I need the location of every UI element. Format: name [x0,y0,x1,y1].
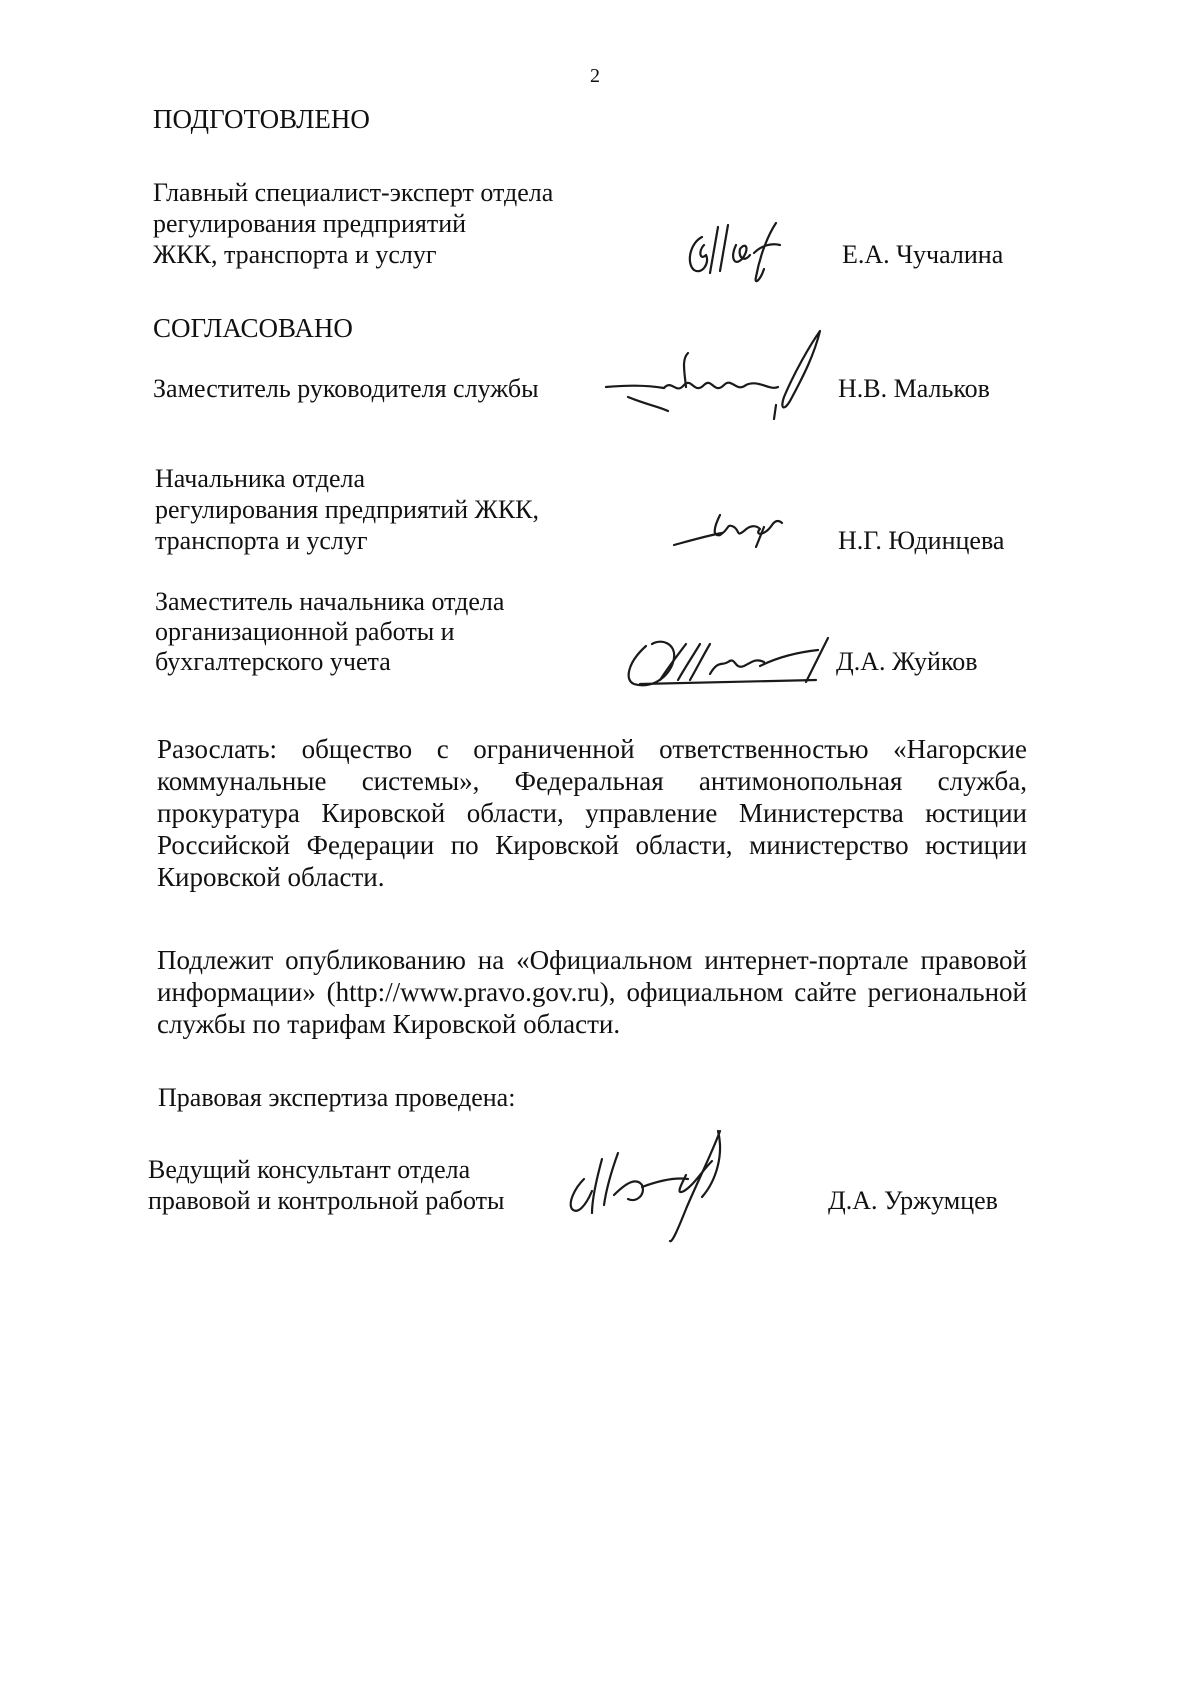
signature-zhuykov [620,622,845,694]
signer-3-name: Д.А. Жуйков [836,647,978,676]
signer-1-position: Заместитель руководителя службы [153,374,539,403]
legal-review-heading: Правовая экспертиза проведена: [158,1083,516,1112]
signer-3-position-line-2: организационной работы и [155,617,455,646]
prepared-position-line-1: Главный специалист-эксперт отдела [153,178,554,207]
signer-3-position-line-3: бухгалтерского учета [155,647,391,676]
signer-2-position-line-1: Начальника отдела [155,464,366,493]
signer-1-name: Н.В. Мальков [838,374,990,403]
signature-chuchalina [680,215,790,290]
prepared-position-line-3: ЖКК, транспорта и услуг [153,240,437,269]
legal-review-name: Д.А. Уржумцев [828,1186,998,1215]
signer-3-position-line-1: Заместитель начальника отдела [155,587,505,616]
signer-2-position-line-2: регулирования предприятий ЖКК, [155,495,540,524]
signature-urzhumtsev [562,1125,732,1245]
prepared-heading: ПОДГОТОВЛЕНО [153,104,370,134]
signer-2-position-line-3: транспорта и услуг [155,526,368,555]
signer-2-name: Н.Г. Юдинцева [838,526,1005,555]
distribution-text: Разослать: общество с ограниченной ответственностью «Нагорские коммунальные системы», Федеральная антимонопольная служба, прокуратура Кировской области, управление Министерства юстиции Российской Федерации по Кировской области, министерство юстиции Кировской области. [157,734,1027,892]
agreed-heading: СОГЛАСОВАНО [153,313,353,343]
prepared-position-line-2: регулирования предприятий [153,209,467,238]
legal-review-position-line-1: Ведущий консультант отдела [148,1155,471,1184]
prepared-name: Е.А. Чучалина [842,240,1004,269]
legal-review-position-line-2: правовой и контрольной работы [148,1186,505,1215]
signature-malkov [598,325,830,425]
page-number: 2 [590,65,600,87]
signature-yudintseva [668,505,788,555]
publication-text: Подлежит опубликованию на «Официальном интернет-портале правовой информации» (http://www.pravo.gov.ru), официальном сайте региональной службы по тарифам Кировской области. [157,945,1027,1039]
